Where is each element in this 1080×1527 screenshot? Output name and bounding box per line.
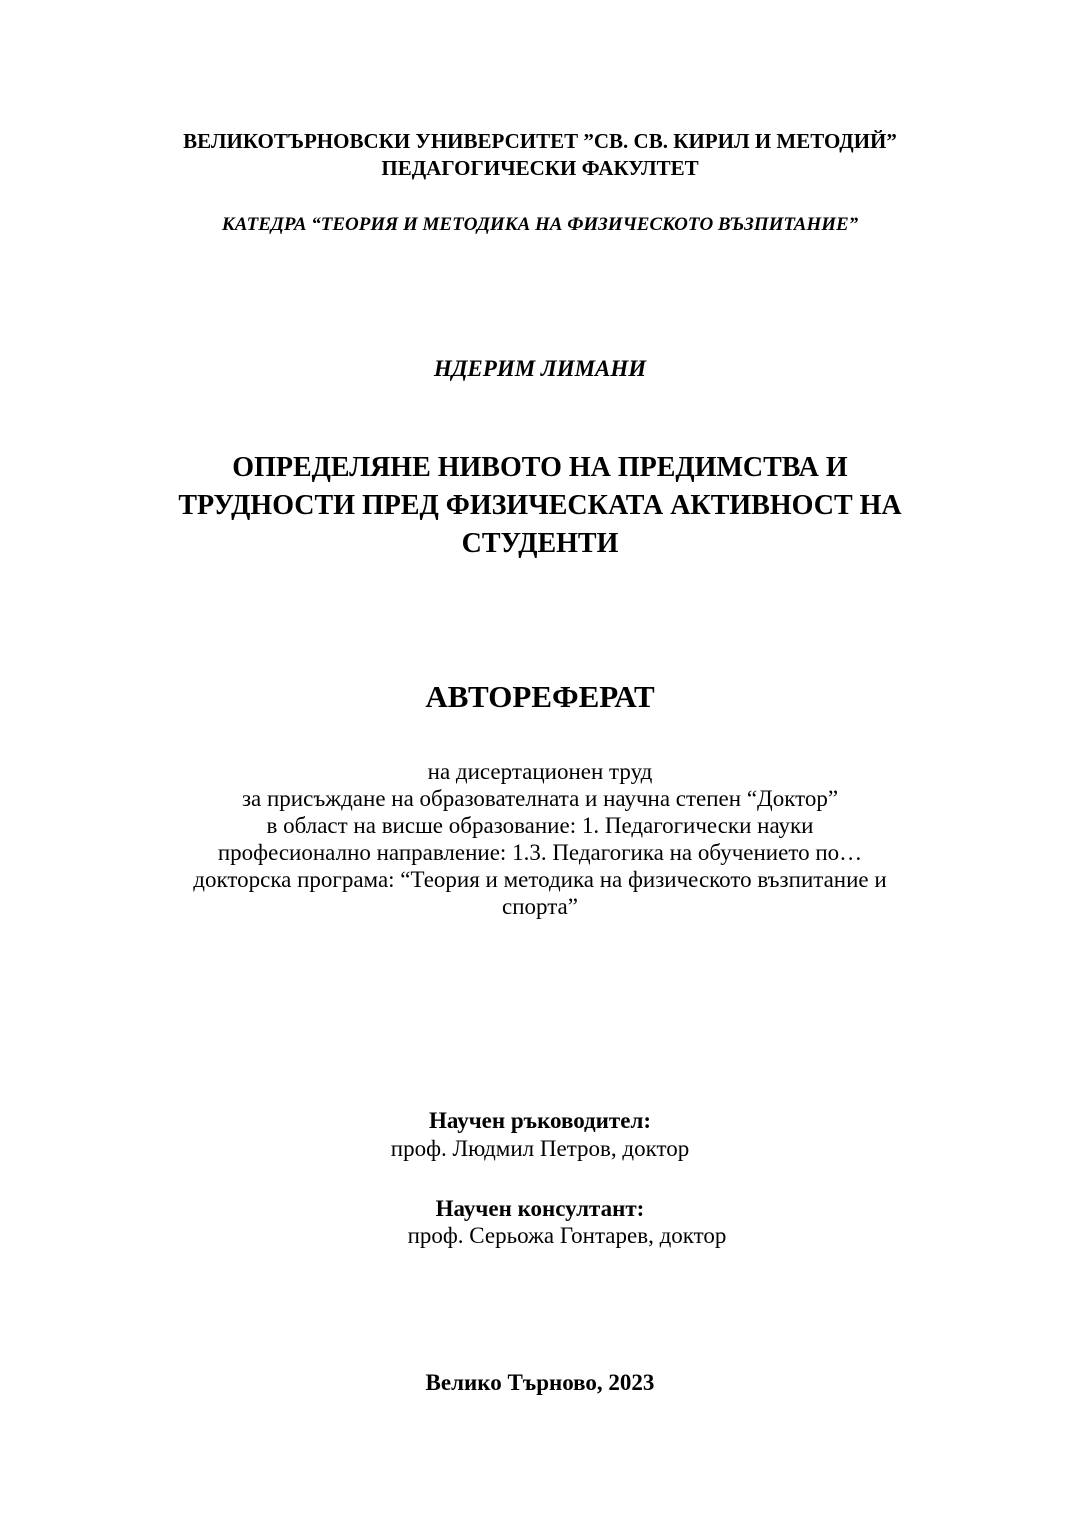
place-and-year: Велико Търново, 2023 [425, 1370, 655, 1395]
dissertation-description [0, 758, 1080, 920]
thesis-title-line-3: СТУДЕНТИ [461, 528, 619, 559]
description-line-2: за присъждане на образователната и научна степен “Доктор” [241, 786, 839, 811]
author-name: НДЕРИМ ЛИМАНИ [433, 356, 647, 381]
description-line-1: на дисертационен труд [427, 759, 653, 784]
thesis-title-line-1: ОПРЕДЕЛЯНЕ НИВОТО НА ПРЕДИМСТВА И [232, 452, 848, 483]
faculty-name: ПЕДАГОГИЧЕСКИ ФАКУЛТЕТ [381, 156, 699, 180]
university-name: ВЕЛИКОТЪРНОВСКИ УНИВЕРСИТЕТ ”СВ. СВ. КИРИЛ И МЕТОДИЙ” [183, 129, 897, 153]
supervisor-name: проф. Людмил Петров, доктор [390, 1136, 690, 1161]
description-line-5: докторска програма: “Теория и методика на физическото възпитание и [193, 867, 887, 892]
description-line-6: спорта” [502, 894, 578, 919]
description-line-4: професионално направление: 1.3. Педагогика на обучението по… [217, 840, 863, 865]
consultant-name: проф. Серьожа Гонтарев, доктор [407, 1223, 727, 1248]
consultant-label: Научен консултант: [435, 1196, 645, 1221]
thesis-title [0, 449, 1080, 563]
department-name: КАТЕДРА “ТЕОРИЯ И МЕТОДИКА НА ФИЗИЧЕСКОТО ВЪЗПИТАНИЕ” [221, 214, 859, 235]
thesis-title-line-2: ТРУДНОСТИ ПРЕД ФИЗИЧЕСКАТА АКТИВНОСТ НА [178, 490, 902, 521]
supervisor-label: Научен ръководител: [428, 1108, 652, 1133]
document-type: АВТОРЕФЕРАТ [425, 679, 655, 714]
description-line-3: в област на висше образование: 1. Педагогически науки [266, 813, 814, 838]
